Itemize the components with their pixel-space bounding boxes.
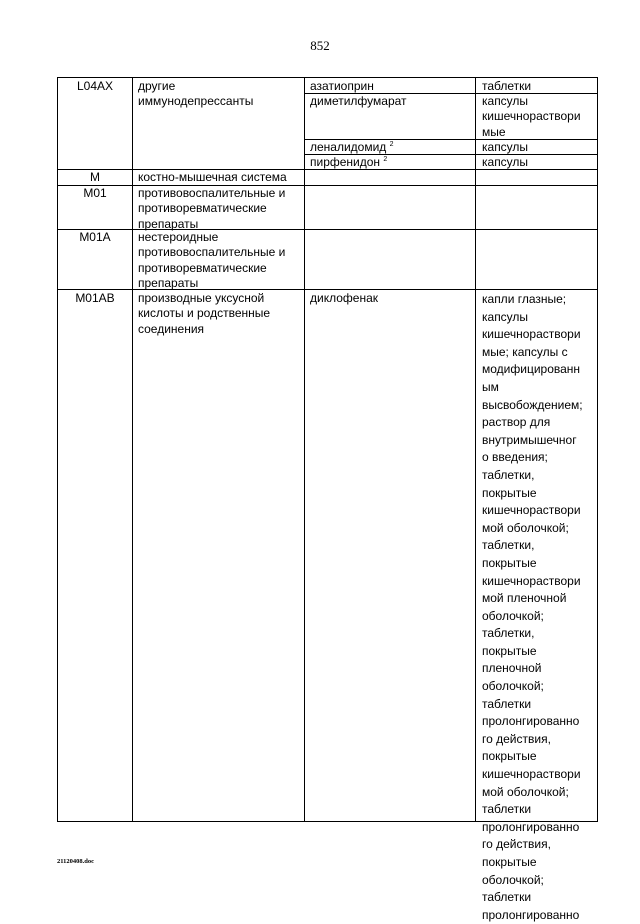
page-number: 852 [310, 38, 330, 53]
document-filename: 21120408.doc [57, 858, 95, 865]
atc-group: другие иммунодепрессанты [138, 79, 254, 109]
atc-group: производные уксусной кислоты и родственные соединения [138, 291, 271, 336]
footnote-mark: 2 [383, 156, 388, 163]
drug-name: диклофенак [310, 291, 378, 305]
column-divider [132, 78, 133, 821]
atc-group: нестероидные противовоспалительные и противоревматические препараты [138, 230, 286, 290]
footnote-mark: 2 [389, 141, 394, 148]
drug-name: диметилфумарат [310, 94, 407, 108]
atc-code: M [90, 170, 100, 184]
column-divider [475, 78, 476, 821]
dosage-form: капсулы кишечнораствори мые [482, 94, 581, 139]
dosage-form: капли глазные; капсулы кишечнораствори мые; капсулы с модифицированн ым высвобождением; раствор для внутримышечног о введения; таблетки, покрытые кишечнораствори мой оболочкой; таблетки, покрытые кишечнораствори мой пленочной оболочкой; таблетки, покрытые пленочной оболочкой; таблетки пролонгированно го действия, покрытые кишечнораствори мой оболочкой; таблетки пролонгированно го действия, покрытые оболочкой; таблетки пролонгированно [482, 292, 583, 922]
atc-code: M01AB [75, 291, 115, 305]
column-divider [304, 78, 305, 821]
dosage-form: капсулы [482, 155, 529, 169]
drug-name: азатиоприн [310, 79, 374, 93]
drug-name: пирфенидон $^2$ [310, 155, 388, 169]
atc-code: L04AX [76, 79, 114, 93]
atc-code: M01 [83, 186, 107, 200]
drug-name: леналидомид $^2$ [310, 140, 394, 154]
atc-group: противовоспалительные и противоревматические препараты [138, 186, 286, 231]
atc-group: костно-мышечная система [138, 170, 287, 184]
dosage-form: капсулы [482, 140, 529, 154]
atc-code: M01A [79, 230, 111, 244]
dosage-form: таблетки [482, 79, 532, 93]
